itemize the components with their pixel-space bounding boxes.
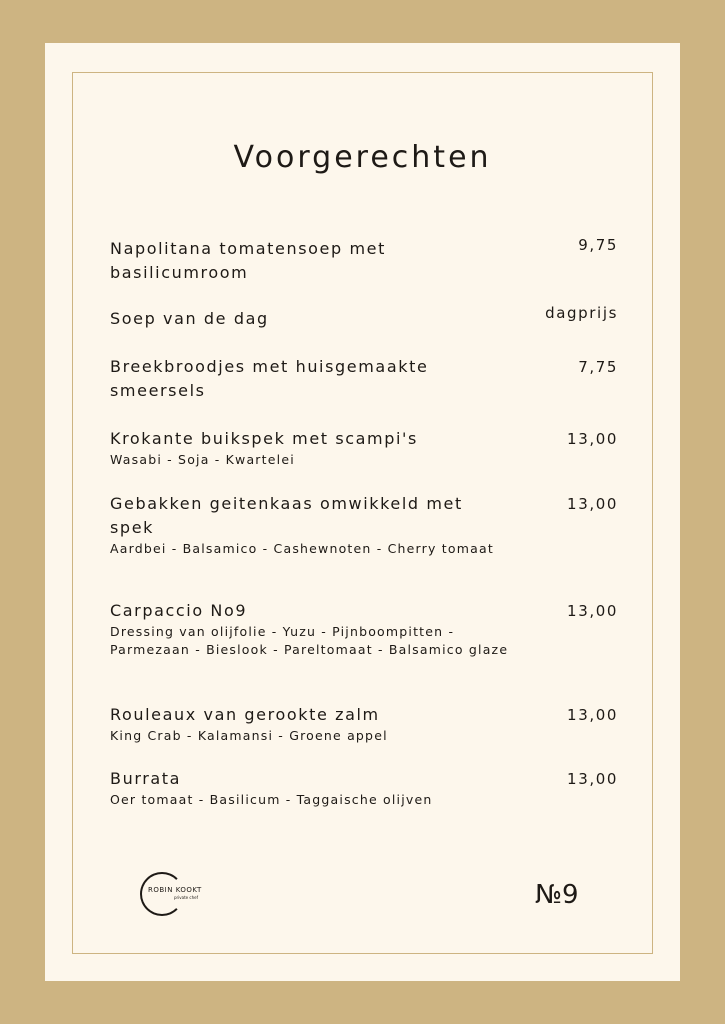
item-price: 9,75 — [578, 236, 618, 254]
item-name: Napolitana tomatensoep met basilicumroom — [110, 239, 386, 282]
menu-item — [110, 703, 618, 745]
menu-item — [110, 427, 618, 469]
item-name: Krokante buikspek met scampi's — [110, 429, 418, 448]
menu-item — [110, 599, 618, 659]
item-name: Burrata — [110, 769, 182, 788]
item-price: 13,00 — [567, 495, 618, 513]
item-price: 13,00 — [567, 430, 618, 448]
item-description: Aardbei - Balsamico - Cashewnoten - Cherry tomaat — [110, 541, 494, 556]
item-price: dagprijs — [545, 304, 618, 322]
logo-text: ROBIN KOOKT — [148, 886, 202, 894]
robin-kookt-logo — [138, 872, 208, 918]
no9-logo: №9 — [535, 880, 579, 910]
item-description: King Crab - Kalamansi - Groene appel — [110, 728, 388, 743]
menu-item — [110, 237, 618, 285]
item-price: 13,00 — [567, 602, 618, 620]
logo-subtext: private chef — [174, 895, 199, 900]
item-price: 13,00 — [567, 706, 618, 724]
item-name: Gebakken geitenkaas omwikkeld met spek — [110, 494, 463, 537]
item-price: 13,00 — [567, 770, 618, 788]
menu-item — [110, 492, 618, 558]
logo-ring — [140, 872, 184, 916]
item-name: Carpaccio No9 — [110, 601, 248, 620]
item-description: Wasabi - Soja - Kwartelei — [110, 452, 295, 467]
menu-item — [110, 355, 618, 403]
item-description: Dressing van olijfolie - Yuzu - Pijnboompitten - Parmezaan - Bieslook - Pareltomaat - Balsamico glaze — [110, 624, 509, 657]
item-price: 7,75 — [578, 358, 618, 376]
page-title: Voorgerechten — [233, 140, 492, 175]
item-name: Breekbroodjes met huisgemaakte smeersels — [110, 357, 429, 400]
item-description: Oer tomaat - Basilicum - Taggaische olijven — [110, 792, 433, 807]
item-name: Rouleaux van gerookte zalm — [110, 705, 380, 724]
item-name: Soep van de dag — [110, 309, 269, 328]
menu-item — [110, 304, 618, 331]
menu-item — [110, 767, 618, 809]
